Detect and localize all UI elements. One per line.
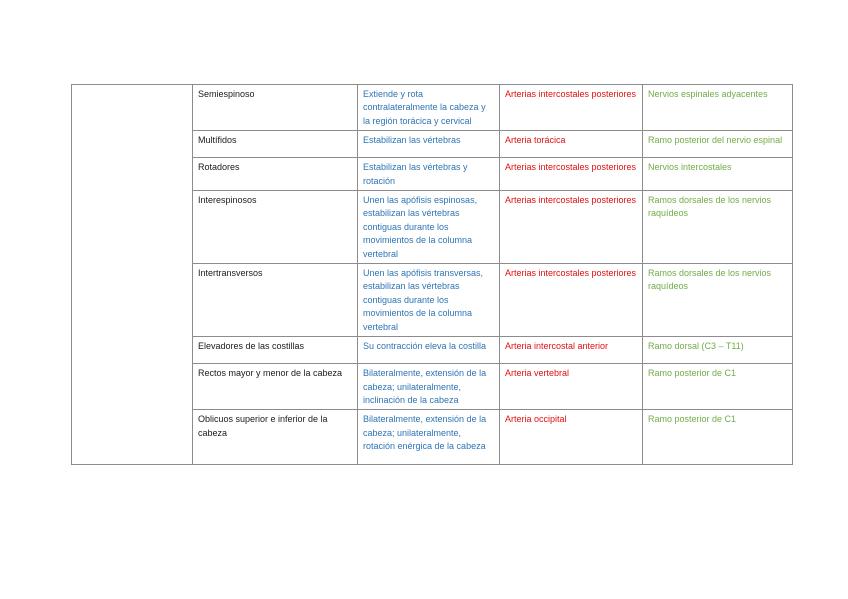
nerve-cell: Ramos dorsales de los nervios raquídeos bbox=[643, 191, 793, 264]
artery-cell: Arteria intercostal anterior bbox=[500, 337, 643, 364]
function-cell: Extiende y rota contralateralmente la cabeza y la región torácica y cervical bbox=[358, 85, 500, 131]
nerve-cell: Ramo dorsal (C3 – T11) bbox=[643, 337, 793, 364]
muscle-name-cell: Rotadores bbox=[193, 158, 358, 191]
function-cell: Su contracción eleva la costilla bbox=[358, 337, 500, 364]
muscle-name-cell: Elevadores de las costillas bbox=[193, 337, 358, 364]
artery-cell: Arteria torácica bbox=[500, 131, 643, 158]
function-cell: Estabilizan las vértebras y rotación bbox=[358, 158, 500, 191]
artery-cell: Arteria vertebral bbox=[500, 364, 643, 410]
muscles-table bbox=[71, 84, 793, 465]
function-cell: Bilateralmente, extensión de la cabeza; unilateralmente, rotación enérgica de la cabeza bbox=[358, 410, 500, 465]
function-cell: Estabilizan las vértebras bbox=[358, 131, 500, 158]
muscle-name-cell: Multífidos bbox=[193, 131, 358, 158]
function-cell: Bilateralmente, extensión de la cabeza; unilateralmente, inclinación de la cabeza bbox=[358, 364, 500, 410]
empty-group-cell bbox=[72, 85, 193, 465]
muscle-name-cell: Oblicuos superior e inferior de la cabeza bbox=[193, 410, 358, 465]
nerve-cell: Ramos dorsales de los nervios raquídeos bbox=[643, 264, 793, 337]
nerve-cell: Ramo posterior de C1 bbox=[643, 410, 793, 465]
table-row bbox=[72, 85, 793, 131]
muscle-name-cell: Intertransversos bbox=[193, 264, 358, 337]
muscle-name-cell: Interespinosos bbox=[193, 191, 358, 264]
artery-cell: Arterias intercostales posteriores bbox=[500, 158, 643, 191]
muscle-name-cell: Rectos mayor y menor de la cabeza bbox=[193, 364, 358, 410]
artery-cell: Arterias intercostales posteriores bbox=[500, 264, 643, 337]
artery-cell: Arterias intercostales posteriores bbox=[500, 85, 643, 131]
nerve-cell: Nervios intercostales bbox=[643, 158, 793, 191]
artery-cell: Arteria occipital bbox=[500, 410, 643, 465]
artery-cell: Arterias intercostales posteriores bbox=[500, 191, 643, 264]
muscle-name-cell: Semiespinoso bbox=[193, 85, 358, 131]
nerve-cell: Nervios espinales adyacentes bbox=[643, 85, 793, 131]
nerve-cell: Ramo posterior de C1 bbox=[643, 364, 793, 410]
function-cell: Unen las apófisis espinosas, estabilizan las vértebras contiguas durante los movimientos de la columna vertebral bbox=[358, 191, 500, 264]
nerve-cell: Ramo posterior del nervio espinal bbox=[643, 131, 793, 158]
function-cell: Unen las apófisis transversas, estabilizan las vértebras contiguas durante los movimientos de la columna vertebral bbox=[358, 264, 500, 337]
